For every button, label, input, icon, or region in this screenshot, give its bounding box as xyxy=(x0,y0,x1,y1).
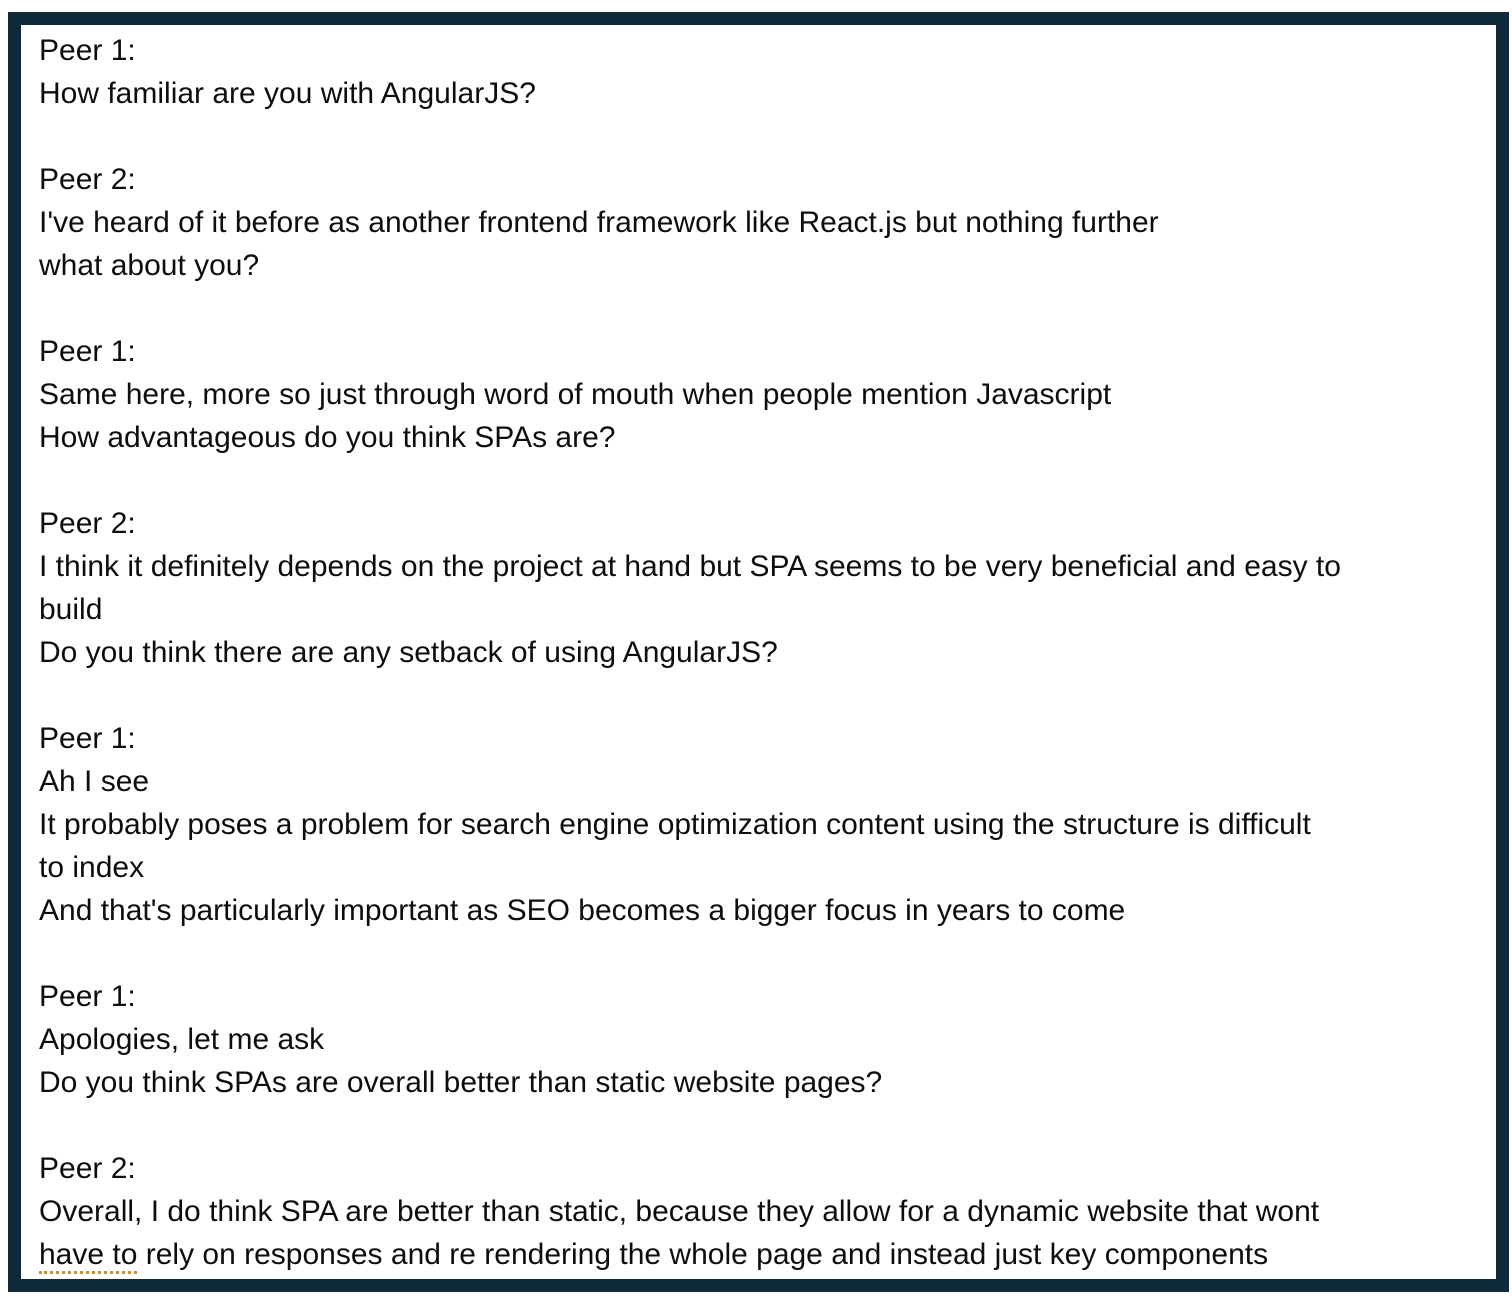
message-block-1 xyxy=(39,29,1482,115)
speaker-label: Peer 2: xyxy=(39,507,136,540)
message-line: to index xyxy=(39,851,145,884)
speaker-label: Peer 1: xyxy=(39,722,136,755)
message-line: what about you? xyxy=(39,249,260,282)
speaker-label: Peer 1: xyxy=(39,34,136,67)
message-line: And that's particularly important as SEO becomes a bigger focus in years to come xyxy=(39,894,1126,927)
message-line: I think it definitely depends on the project at hand but SPA seems to be very beneficial and easy to xyxy=(39,550,1341,583)
message-line: How advantageous do you think SPAs are? xyxy=(39,421,616,454)
speaker-label: Peer 2: xyxy=(39,1152,136,1185)
message-line: Ah I see xyxy=(39,765,150,798)
message-block-6 xyxy=(39,975,1482,1104)
message-block-4 xyxy=(39,502,1482,674)
message-line: It probably poses a problem for search engine optimization content using the structure is difficult xyxy=(39,808,1311,841)
message-block-3 xyxy=(39,330,1482,459)
speaker-label: Peer 2: xyxy=(39,163,136,196)
message-block-5 xyxy=(39,717,1482,932)
speaker-label: Peer 1: xyxy=(39,335,136,368)
message-line-rest: rely on responses and re rendering the whole page and instead just key components xyxy=(137,1238,1269,1271)
message-line: Do you think there are any setback of using AngularJS? xyxy=(39,636,778,669)
speaker-label: Peer 1: xyxy=(39,980,136,1013)
message-line: build xyxy=(39,593,103,626)
grammar-flagged-text: have to xyxy=(39,1238,137,1274)
message-line: Same here, more so just through word of mouth when people mention Javascript xyxy=(39,378,1112,411)
message-line xyxy=(39,1233,1482,1276)
message-block-2 xyxy=(39,158,1482,287)
message-line: Apologies, let me ask xyxy=(39,1023,325,1056)
message-line: I've heard of it before as another frontend framework like React.js but nothing further xyxy=(39,206,1159,239)
document-page xyxy=(8,12,1509,1292)
message-line: How familiar are you with AngularJS? xyxy=(39,77,536,110)
message-line: Overall, I do think SPA are better than static, because they allow for a dynamic website that wont xyxy=(39,1195,1320,1228)
message-block-7 xyxy=(39,1147,1482,1276)
message-line: Do you think SPAs are overall better than static website pages? xyxy=(39,1066,883,1099)
